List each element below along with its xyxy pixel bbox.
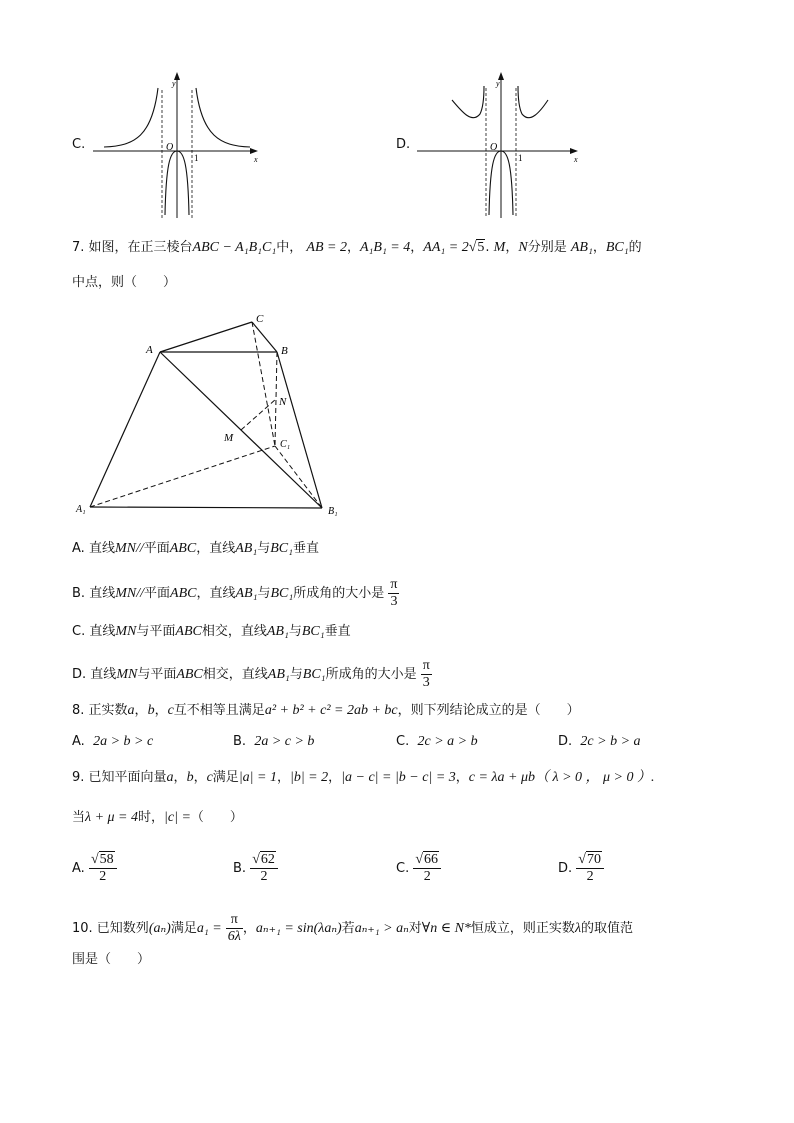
graph-d (414, 70, 589, 220)
option-d-label: D. (396, 137, 411, 152)
q7-option-d[interactable]: D. 直线MN与平面ABC相交，直线AB₁与BC₁所成角的大小是 $\frac{\pi}{3}$ (72, 658, 430, 690)
y-axis-label: y (172, 79, 176, 88)
vertex-C-label: C (256, 313, 264, 325)
q10-line1: 10. 已知数列(aₙ)满足a₁ = $\frac{\pi}{6\lambda}$ ，aₙ₊₁ = sin(λaₙ)若aₙ₊₁ > aₙ对∀n ∈ N*恒成立，则正实数λ的取值范 (72, 912, 634, 944)
graph-c (90, 70, 265, 220)
q9-line1: 9. 已知平面向量a，b，c满足|a| = 1，|b| = 2，|a − c| = |b − c| = 3，c = λa + μb（ λ > 0 ， μ > 0 ）. (72, 770, 655, 785)
q9-option-b[interactable]: B. $\frac{√62}{2}$ (233, 852, 278, 885)
vertex-A1-label: A₁ (76, 504, 86, 515)
curve-left-branch (104, 88, 158, 147)
q7-option-b[interactable]: B. 直线MN//平面ABC，直线AB₁与BC₁所成角的大小是 $\frac{\pi}{3}$ (72, 577, 398, 609)
x-axis-arrow-icon (250, 148, 258, 154)
vertex-A-label: A (146, 344, 153, 356)
edge-C1B1 (275, 446, 322, 508)
q9-option-d[interactable]: D. $\frac{√70}{2}$ (558, 852, 604, 885)
point-N-label: N (279, 396, 287, 408)
fraction-pi-over-3: $\frac{\pi}{3}$ (422, 658, 430, 690)
q8-stem: 8. 正实数a，b，c互不相等且满足a² + b² + c² = 2ab + bc，则下列结论成立的是（ ） (72, 703, 580, 718)
frustum-figure (72, 310, 362, 525)
option-c-label: C. (72, 137, 86, 152)
tick-one-label: 1 (518, 153, 523, 163)
q7-option-c[interactable]: C. 直线MN与平面ABC相交，直线AB₁与BC₁垂直 (72, 624, 351, 639)
fraction-root: $\frac{√58}{2}$ (89, 852, 117, 885)
fraction-pi-over-3: $\frac{\pi}{3}$ (390, 577, 398, 609)
edge-AC (160, 322, 252, 352)
origin-label: O (490, 142, 498, 153)
tick-one-label: 1 (194, 153, 199, 163)
x-axis-label: x (254, 155, 258, 164)
vertex-B-label: B (281, 345, 288, 357)
x-axis-arrow-icon (570, 148, 578, 154)
q8-option-a[interactable]: A. 2a > b > c (72, 734, 154, 749)
q9-line2: 当λ + μ = 4时，|c| =（ ） (72, 810, 243, 825)
q7-option-a[interactable]: A. 直线MN//平面ABC，直线AB₁与BC₁垂直 (72, 541, 319, 556)
y-axis-label: y (496, 79, 500, 88)
edge-BB1 (277, 352, 322, 508)
fraction-pi-over-6lambda: $\frac{\pi}{6\lambda}$ (227, 912, 241, 944)
edge-CB (252, 322, 277, 352)
q7-line1: 7. 如图，在正三棱台ABC − A₁B₁C₁中， AB = 2，A₁B₁ = 4，AA₁ = 2√5. M，N分别是 AB₁，BC₁的 (72, 240, 642, 255)
fraction-root: $\frac{√66}{2}$ (413, 852, 441, 885)
edge-A1B1 (90, 507, 322, 508)
curve-right-branch (196, 88, 250, 147)
origin-label: O (166, 142, 174, 153)
q8-option-c[interactable]: C. 2c > a > b (396, 734, 478, 749)
q8-option-d[interactable]: D. 2c > b > a (558, 734, 641, 749)
vertex-C1-label: C₁ (280, 439, 291, 450)
point-M-label: M (224, 432, 234, 444)
x-axis-label: x (574, 155, 578, 164)
q10-line2: 围是（ ） (72, 952, 151, 967)
q9-option-a[interactable]: A. $\frac{√58}{2}$ (72, 852, 117, 885)
fraction-root: $\frac{√62}{2}$ (250, 852, 278, 885)
q8-option-b[interactable]: B. 2a > c > b (233, 734, 315, 749)
edge-A1C1 (90, 446, 275, 507)
edge-CC1 (252, 322, 275, 446)
curve-right-branch (518, 86, 548, 118)
edge-AA1 (90, 352, 160, 507)
curve-left-branch (452, 86, 484, 118)
vertex-B1-label: B₁ (328, 506, 338, 517)
fraction-root: $\frac{√70}{2}$ (576, 852, 604, 885)
q9-option-c[interactable]: C. $\frac{√66}{2}$ (396, 852, 441, 885)
q7-line2: 中点，则（ ） (72, 275, 177, 290)
